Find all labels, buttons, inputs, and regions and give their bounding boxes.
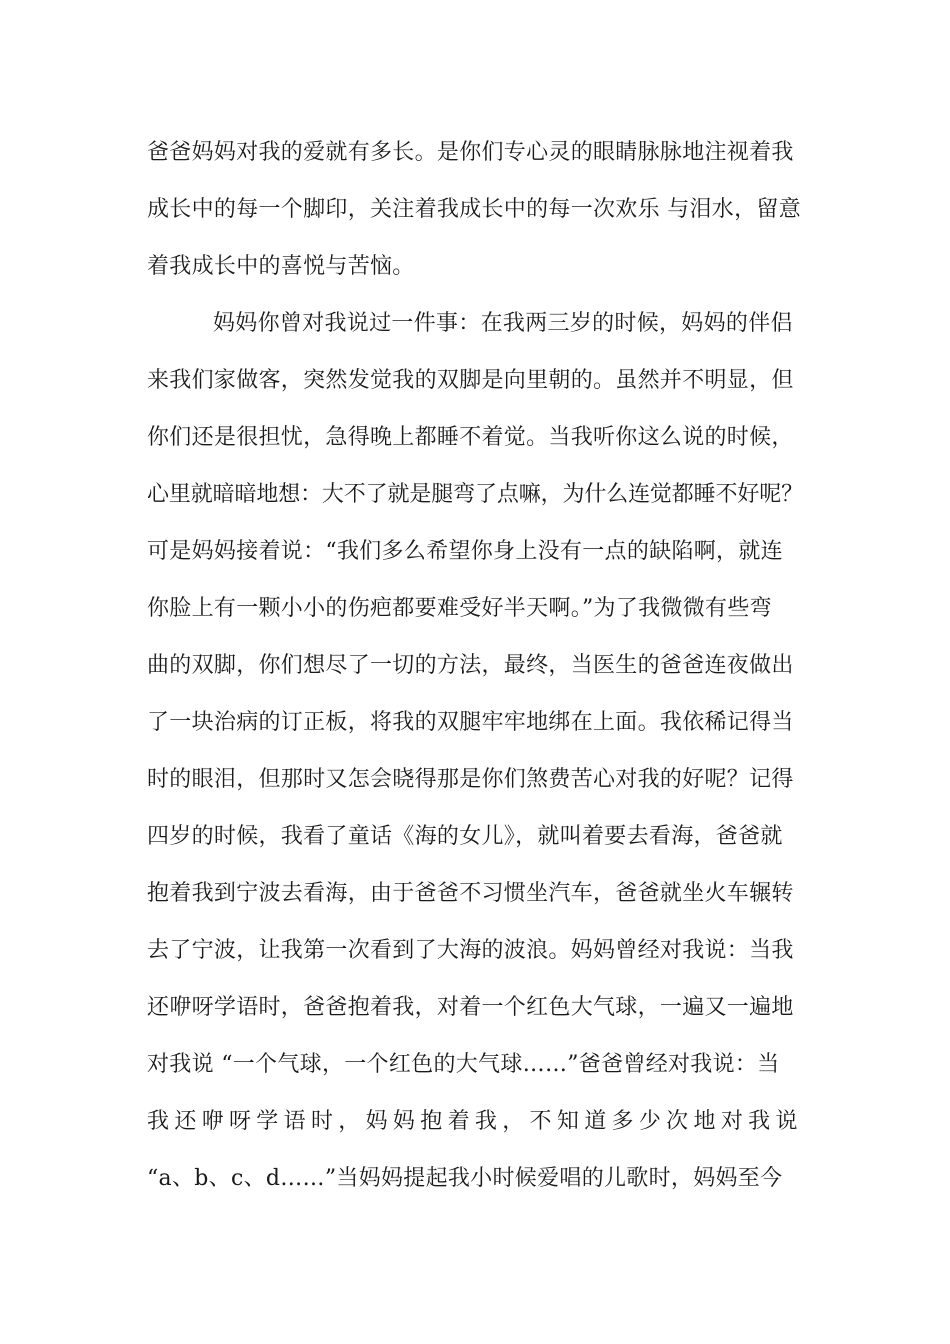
text-line: 心里就暗暗地想：大不了就是腿弯了点嘛，为什么连觉都睡不好呢？ [147,482,804,507]
paragraph-start-line: 妈妈你曾对我说过一件事：在我两三岁的时候，妈妈的伴侣 [213,311,793,336]
text-line: 了一块治病的订正板，将我的双腿牢牢地绑在上面。我依稀记得当 [147,710,794,735]
text-line: 着我成长中的喜悦与苦恼。 [147,254,415,279]
text-line: 还咿呀学语时，爸爸抱着我，对着一个红色大气球，一遍又一遍地 [147,995,794,1020]
text-line: 去了宁波，让我第一次看到了大海的波浪。妈妈曾经对我说：当我 [147,938,794,963]
text-line: 爸爸妈妈对我的爱就有多长。是你们专心灵的眼睛脉脉地注视着我 [147,140,794,165]
text-line: 你脸上有一颗小小的伤疤都要难受好半天啊。”为了我微微有些弯 [147,596,772,621]
text-line: 成长中的每一个脚印，关注着我成长中的每一次欢乐 与泪水，留意 [147,197,801,222]
text-line: 时的眼泪，但那时又怎会晓得那是你们煞费苦心对我的好呢？记得 [147,767,794,792]
text-line: 你们还是很担忧，急得晚上都睡不着觉。当我听你这么说的时候， [147,425,794,450]
text-line: “a、b、c、d……”当妈妈提起我小时候爱唱的儿歌时，妈妈至今 [147,1166,783,1191]
text-line: 抱着我到宁波去看海，由于爸爸不习惯坐汽车，爸爸就坐火车辗转 [147,881,794,906]
text-line: 可是妈妈接着说：“我们多么希望你身上没有一点的缺陷啊，就连 [147,539,783,564]
text-line: 来我们家做客，突然发觉我的双脚是向里朝的。虽然并不明显，但 [147,368,794,393]
text-line: 四岁的时候，我看了童话《海的女儿》，就叫着要去看海，爸爸就 [147,824,783,849]
text-line: 曲的双脚，你们想尽了一切的方法，最终，当医生的爸爸连夜做出 [147,653,794,678]
text-line: 对我说 “一个气球，一个红色的大气球……”爸爸曾经对我说：当 [147,1052,780,1077]
text-line: 我还咿呀学语时，妈妈抱着我，不知道多少次地对我说 [147,1109,803,1134]
